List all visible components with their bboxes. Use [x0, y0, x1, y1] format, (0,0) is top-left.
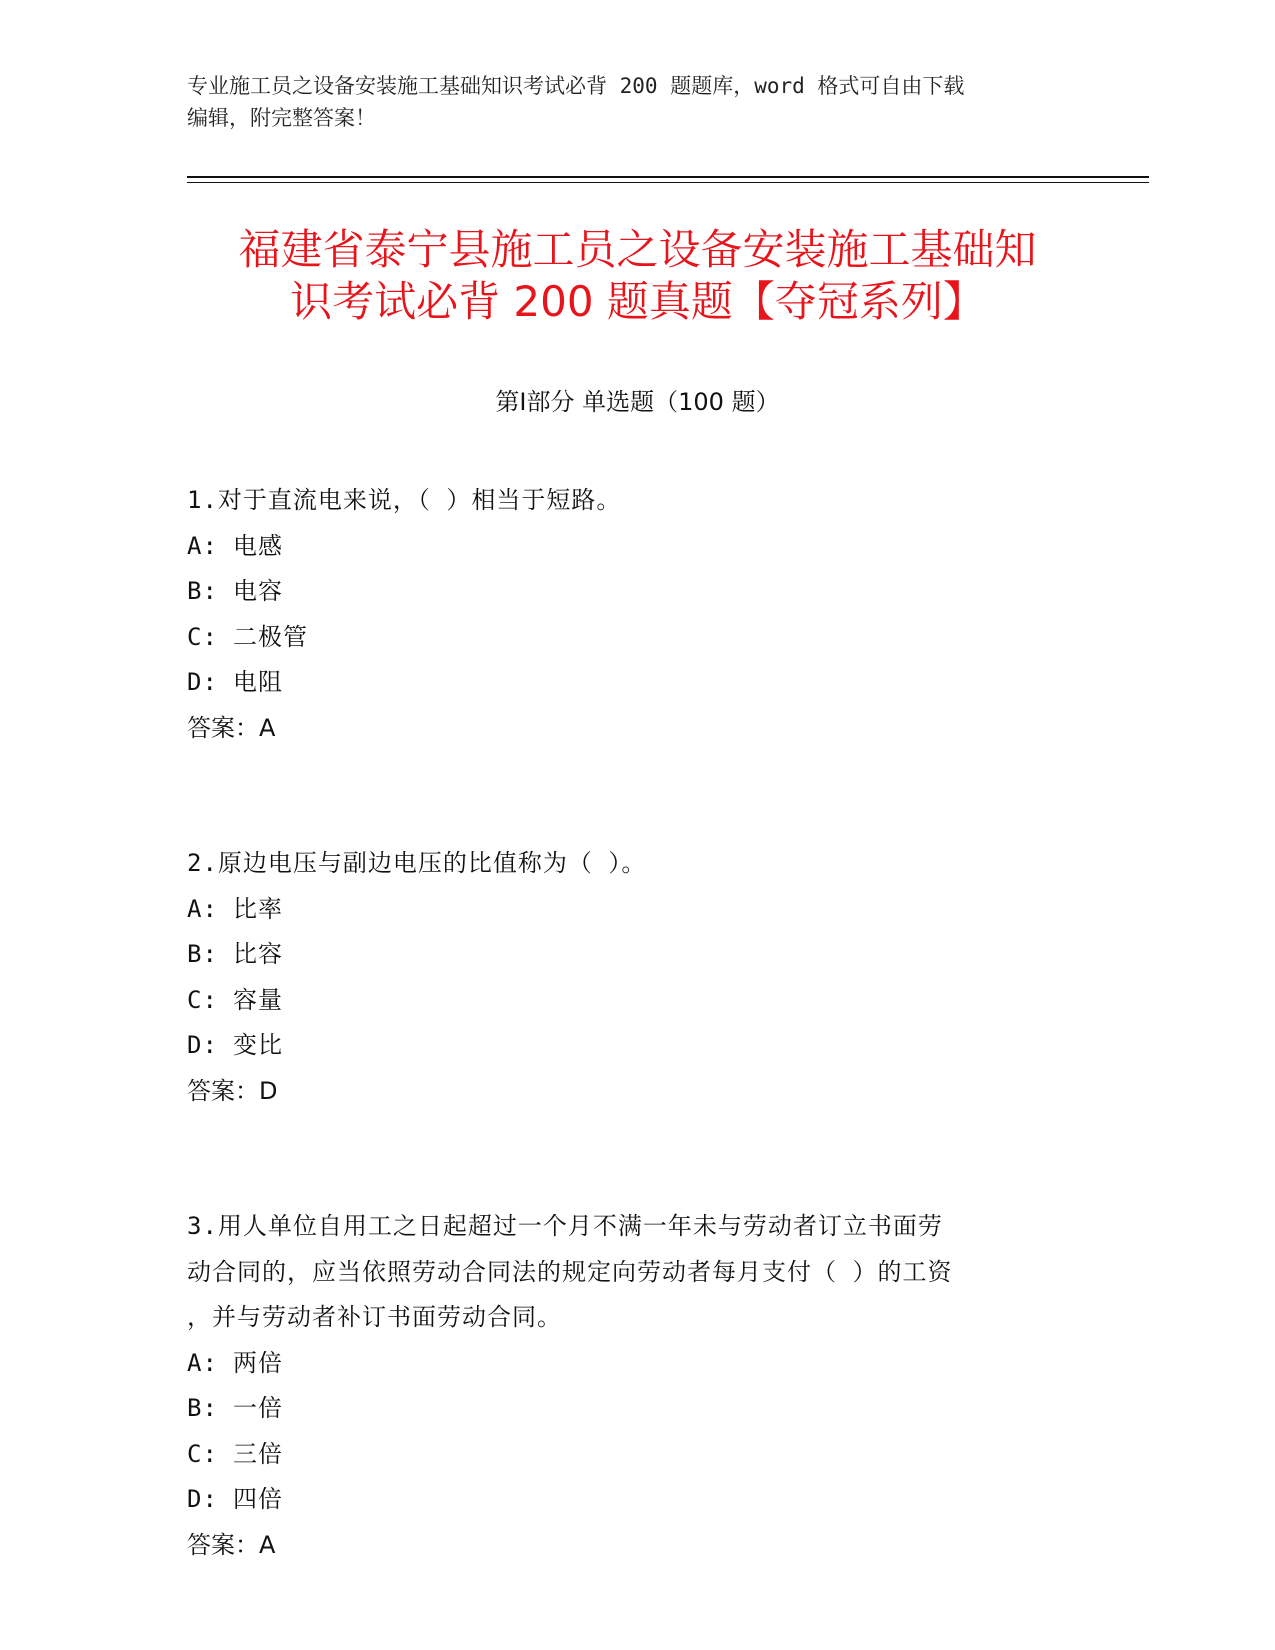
question-text: ，并与劳动者补订书面劳动合同。 [187, 1303, 562, 1331]
option-text: 容量 [233, 985, 283, 1014]
option-text: 电感 [233, 531, 283, 560]
option-text: 电阻 [233, 668, 283, 696]
option-c [187, 978, 1087, 1024]
option-letter: B: [187, 1394, 218, 1422]
question-text: 3.用人单位自用工之日起超过一个月不满一年未与劳动者订立书面劳 [187, 1212, 943, 1240]
document-title-line-2: 识考试必背 200 题真题【夺冠系列】 [290, 277, 985, 326]
option-letter: C: [187, 985, 218, 1014]
option-text: 变比 [233, 1031, 283, 1059]
option-text: 四倍 [233, 1485, 283, 1513]
option-text: 两倍 [233, 1348, 283, 1377]
option-c [187, 615, 1087, 661]
section-heading: 第Ⅰ部分 单选题（100 题） [495, 388, 780, 416]
option-letter: A: [187, 531, 218, 560]
option-a [187, 1341, 1087, 1387]
answer: 答案：A [187, 1530, 276, 1559]
option-letter: A: [187, 1348, 218, 1377]
question-list [187, 478, 1087, 1568]
option-letter: C: [187, 1439, 218, 1468]
question-text: 动合同的，应当依照劳动合同法的规定向劳动者每月支付（ ）的工资 [187, 1257, 953, 1286]
option-d [187, 660, 1087, 706]
option-c [187, 1432, 1087, 1478]
document-title [150, 224, 1125, 328]
option-text: 比率 [233, 894, 283, 923]
header-note-line-2: 编辑，附完整答案！ [187, 106, 376, 130]
document-title-line-1: 福建省泰宁县施工员之设备安装施工基础知 [238, 225, 1037, 274]
option-text: 一倍 [233, 1394, 283, 1422]
option-letter: B: [187, 940, 218, 968]
option-d [187, 1023, 1087, 1069]
option-letter: D: [187, 1485, 218, 1513]
option-letter: D: [187, 1031, 218, 1059]
option-text: 电容 [233, 577, 283, 605]
question-2 [187, 841, 1087, 1114]
option-b [187, 1386, 1087, 1432]
header-rule-thin [187, 182, 1149, 183]
option-letter: C: [187, 622, 218, 651]
spacer [187, 1114, 1087, 1204]
option-a [187, 887, 1087, 933]
header-note [187, 70, 1087, 134]
question-text: 1.对于直流电来说，（ ）相当于短路。 [187, 486, 622, 514]
header-rule-thick [187, 176, 1149, 178]
option-text: 二极管 [233, 622, 308, 651]
option-a [187, 524, 1087, 570]
spacer [187, 751, 1087, 841]
answer: 答案：D [187, 1076, 278, 1105]
question-text: 2.原边电压与副边电压的比值称为（ ）。 [187, 849, 647, 877]
question-3 [187, 1204, 1087, 1568]
option-text: 三倍 [233, 1439, 283, 1468]
option-letter: A: [187, 894, 218, 923]
question-1 [187, 478, 1087, 751]
option-letter: B: [187, 577, 218, 605]
option-letter: D: [187, 668, 218, 696]
option-b [187, 569, 1087, 615]
option-d [187, 1477, 1087, 1523]
answer: 答案：A [187, 713, 276, 742]
option-text: 比容 [233, 940, 283, 968]
option-b [187, 932, 1087, 978]
header-note-line-1: 专业施工员之设备安装施工基础知识考试必背 200 题题库，word 格式可自由下载 [187, 74, 965, 98]
